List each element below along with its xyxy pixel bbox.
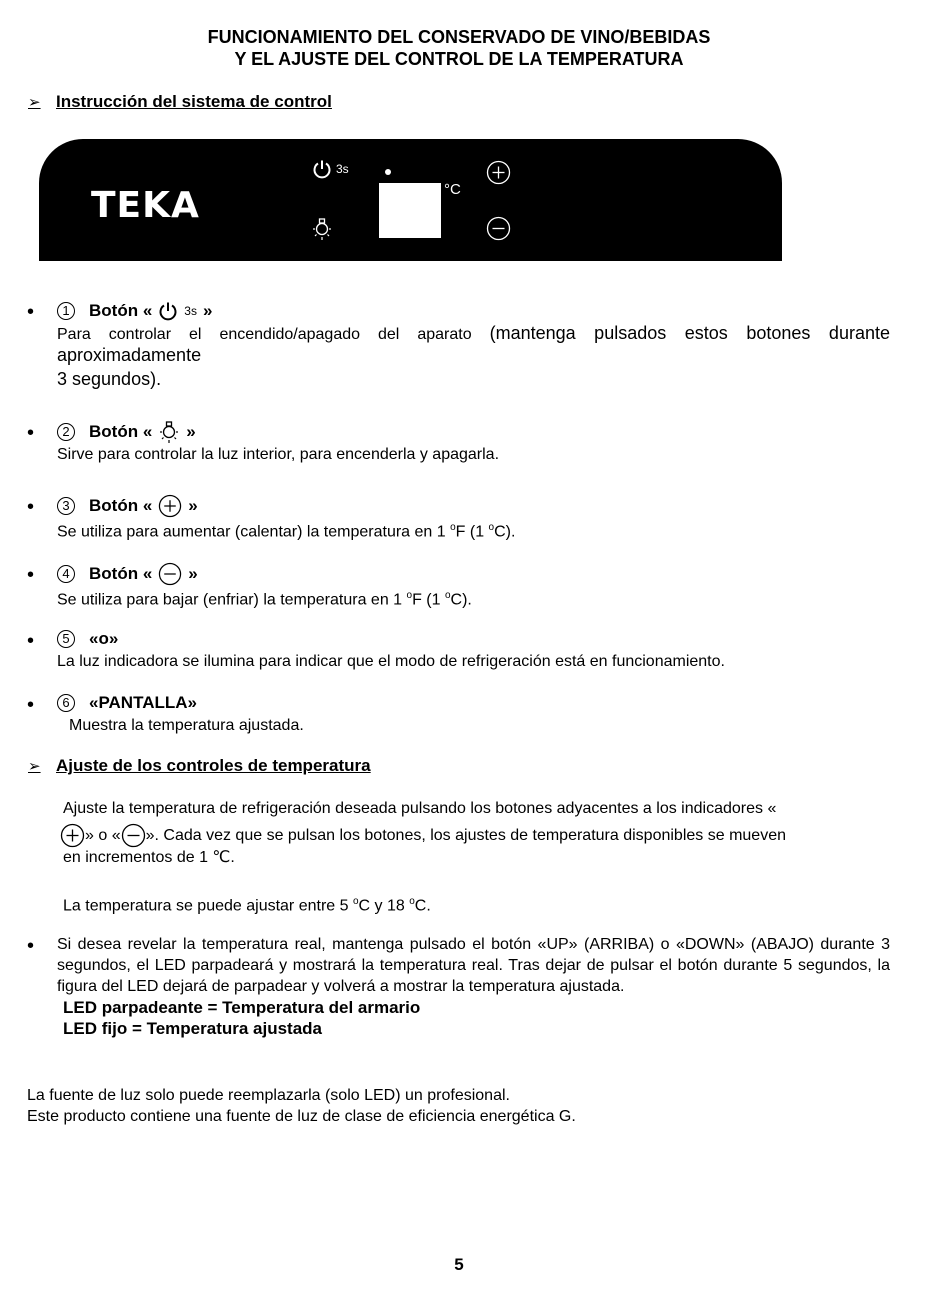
- item-4-heading: [57, 562, 198, 586]
- item-label: Botón «: [89, 496, 153, 515]
- item-1-description-end: 3 segundos).: [57, 369, 162, 389]
- power-hold-label: 3s: [336, 162, 349, 176]
- degree-sup: o: [488, 522, 495, 533]
- item-number: 5: [57, 630, 75, 648]
- item-2-description: Sirve para controlar la luz interior, para encenderla y apagarla.: [57, 446, 500, 463]
- item-number: 4: [57, 565, 75, 583]
- item-3-description: [57, 517, 515, 542]
- degree-sup: o: [444, 590, 451, 601]
- item-text: Para controlar el encendido/apagado del aparato: [57, 326, 490, 343]
- page-title-line-1: FUNCIONAMIENTO DEL CONSERVADO DE VINO/BEBIDAS: [207, 27, 711, 47]
- item-text: F (1: [455, 523, 489, 541]
- bullet-dot: •: [27, 694, 35, 716]
- item-text-large: (mantenga pulsados estos botones durante aproximadamente: [57, 323, 890, 365]
- section-heading-text: Instrucción del sistema de control: [56, 92, 332, 111]
- item-text: Se utiliza para bajar (enfriar) la temperatura en 1: [57, 591, 407, 609]
- light-source-note: La fuente de luz solo puede reemplazarla (solo LED) un profesional.: [27, 1087, 510, 1104]
- item-label: Botón «: [89, 564, 153, 583]
- minus-button[interactable]: [486, 216, 511, 246]
- bullet-dot: •: [27, 630, 35, 652]
- item-text: C).: [450, 591, 472, 609]
- plus-icon: [486, 160, 511, 185]
- adjust-paragraph-line-3: en incrementos de 1 ℃.: [63, 849, 235, 866]
- item-6-heading: [57, 692, 197, 714]
- power-button[interactable]: [312, 159, 349, 179]
- page-title-line-2: Y EL AJUSTE DEL CONTROL DE LA TEMPERATURA: [234, 49, 684, 69]
- item-6-description: Muestra la temperatura ajustada.: [69, 717, 304, 734]
- temperature-display: [379, 183, 441, 238]
- adjust-paragraph-line-1: Ajuste la temperatura de refrigeración deseada pulsando los botones adyacentes a los indicadores «: [63, 800, 777, 817]
- adjust-paragraph-line-2: [60, 823, 786, 848]
- item-label: «PANTALLA»: [89, 693, 197, 712]
- item-label-close: »: [202, 301, 213, 320]
- paragraph-text: C y 18: [358, 897, 410, 915]
- item-2-heading: [57, 419, 196, 445]
- section-heading-text: Ajuste de los controles de temperatura: [56, 756, 371, 775]
- energy-class-note: Este producto contiene una fuente de luz de clase de eficiencia energética G.: [27, 1108, 576, 1125]
- minus-icon: [486, 216, 511, 241]
- degree-sup: o: [352, 896, 359, 907]
- paragraph-text: » o «: [85, 827, 121, 844]
- led-blinking-legend: LED parpadeante = Temperatura del armario: [63, 998, 421, 1017]
- power-icon: [158, 301, 178, 321]
- item-number: 1: [57, 302, 75, 320]
- bullet-dot: •: [27, 564, 35, 586]
- section-heading-temperature: [28, 756, 371, 776]
- degree-sup: o: [409, 896, 415, 907]
- bullet-dot: •: [27, 935, 35, 957]
- bullet-dot: •: [27, 422, 35, 444]
- item-text: Se utiliza para aumentar (calentar) la temperatura en 1: [57, 523, 451, 541]
- arrow-bullet-icon: ➢: [28, 94, 41, 111]
- plus-icon: [60, 823, 85, 848]
- paragraph-text: La temperatura se puede ajustar entre 5: [63, 897, 353, 915]
- cooling-indicator-dot: [385, 169, 391, 175]
- degree-sup: o: [450, 522, 456, 533]
- item-5-heading: [57, 628, 118, 650]
- item-3-heading: [57, 494, 198, 518]
- control-panel: [39, 139, 782, 261]
- power-hold-label: 3s: [184, 304, 197, 318]
- plus-icon: [158, 494, 182, 518]
- arrow-bullet-icon: ➢: [28, 758, 41, 775]
- item-label: «o»: [89, 629, 119, 648]
- minus-icon: [121, 823, 146, 848]
- item-1-heading: [57, 300, 212, 322]
- bullet-dot: •: [27, 496, 35, 518]
- section-heading-control-system: [28, 92, 332, 112]
- item-label-close: »: [188, 496, 198, 515]
- light-bulb-icon: [311, 216, 333, 242]
- paragraph-text: ». Cada vez que se pulsan los botones, los ajustes de temperatura disponibles se mueven: [145, 827, 786, 844]
- plus-button[interactable]: [486, 160, 511, 190]
- item-number: 6: [57, 694, 75, 712]
- unit-label: °C: [444, 181, 461, 198]
- item-label: Botón «: [89, 422, 153, 441]
- brand-logo: TEKA: [91, 185, 200, 226]
- minus-icon: [158, 562, 182, 586]
- item-number: 2: [57, 423, 75, 441]
- item-number: 3: [57, 497, 75, 515]
- degree-sup: o: [406, 590, 413, 601]
- item-label: Botón «: [89, 301, 153, 320]
- item-text: F (1: [412, 591, 445, 609]
- paragraph-text: C.: [414, 897, 431, 915]
- light-bulb-icon: [158, 419, 180, 445]
- item-text: C).: [494, 523, 516, 541]
- item-4-description: [57, 585, 472, 610]
- item-5-description: La luz indicadora se ilumina para indicar que el modo de refrigeración está en funcionamiento.: [57, 653, 725, 670]
- power-icon: [312, 159, 332, 179]
- bullet-dot: •: [27, 301, 35, 323]
- real-temperature-paragraph: Si desea revelar la temperatura real, mantenga pulsado el botón «UP» (ARRIBA) o «DOWN» (ABAJO) durante 3 segundos, el LED parpadeará y mostrará la temperatura real. Tras dejar de pulsar el botón durante 5 segundos, la figura del LED dejará de parpadear y volverá a mostrar la temperatura ajustada.: [57, 936, 890, 995]
- light-button[interactable]: [311, 216, 333, 247]
- temperature-range-text: [63, 891, 431, 916]
- item-label-close: »: [186, 422, 196, 441]
- item-1-description: [57, 323, 890, 367]
- item-label-close: »: [188, 564, 198, 583]
- page-number: 5: [454, 1255, 464, 1274]
- led-steady-legend: LED fijo = Temperatura ajustada: [63, 1019, 323, 1038]
